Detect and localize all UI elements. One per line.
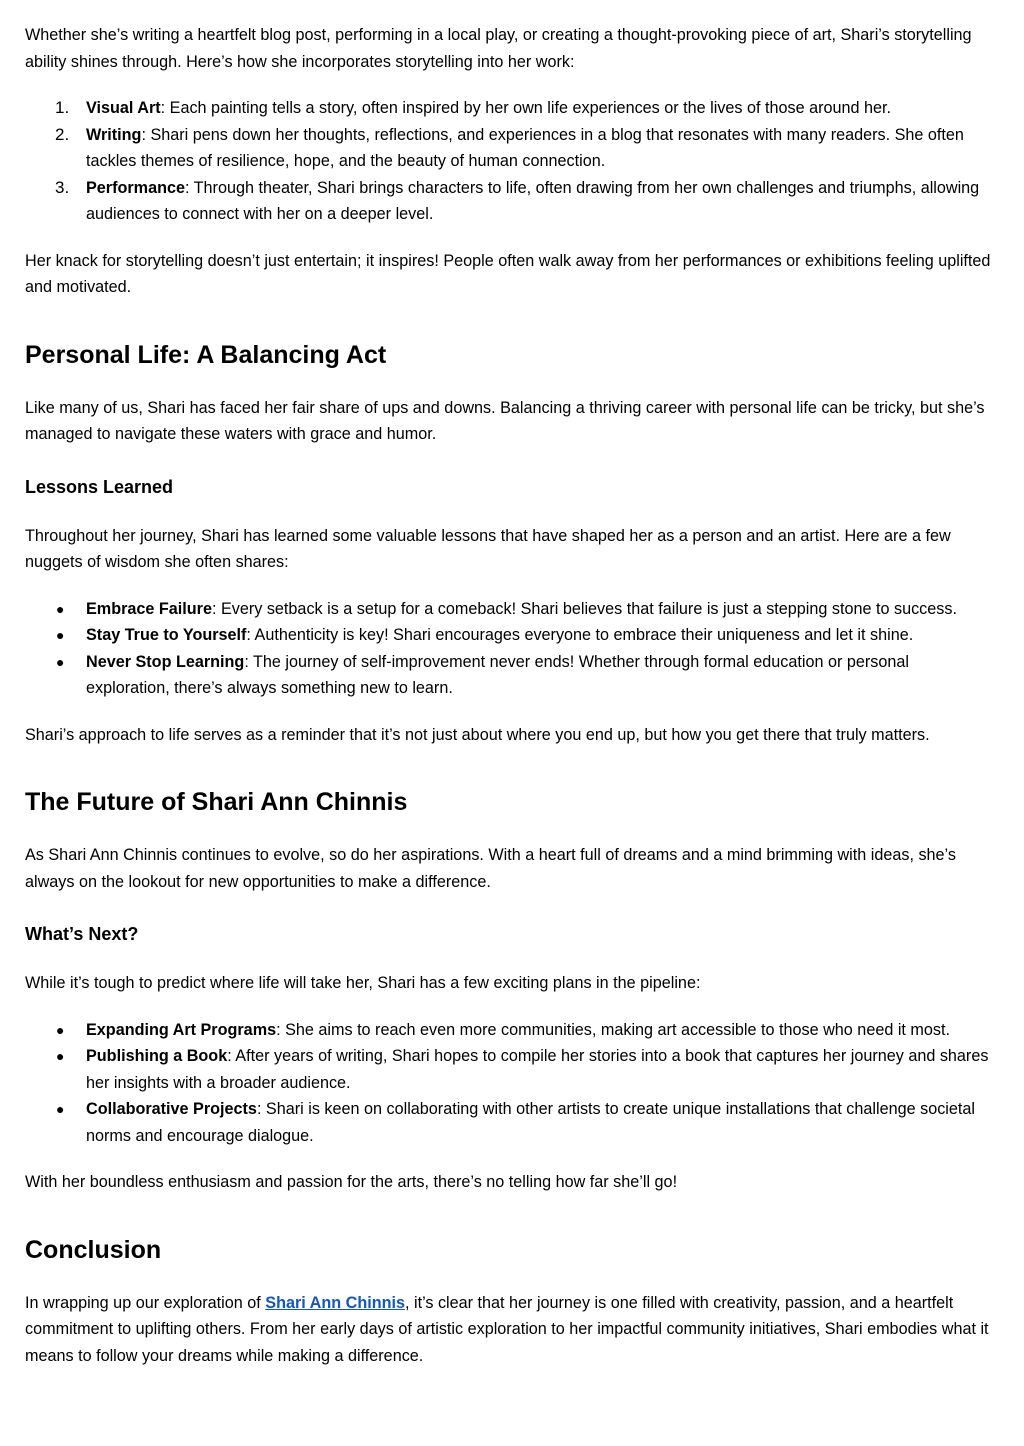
plans-intro: While it’s tough to predict where life will take her, Shari has a few exciting plans in the pipeline:	[25, 974, 701, 992]
list-item	[25, 622, 996, 649]
bullet-icon: ●	[56, 600, 65, 617]
list-item-term: Collaborative Projects	[86, 1100, 257, 1118]
list-item-text: : Through theater, Shari brings characters to life, often drawing from her own challenges and triumphs, allowing audiences to connect with her on a deeper level.	[86, 178, 980, 223]
list-item-term: Visual Art	[86, 99, 161, 117]
list-item-text: : She aims to reach even more communities, making art accessible to those who need it most.	[276, 1020, 950, 1039]
list-item-text: : Every setback is a setup for a comeback! Shari believes that failure is just a stepping stone to success.	[211, 599, 957, 618]
list-item-term: Publishing a Book	[86, 1047, 228, 1065]
list-item-text: : Each painting tells a story, often inspired by her own life experiences or the lives of those around her.	[160, 99, 892, 117]
list-item-term: Expanding Art Programs	[86, 1020, 277, 1039]
list-item	[25, 175, 996, 228]
list-item	[25, 95, 996, 122]
list-item-term: Writing	[86, 125, 142, 144]
subheading-whats-next: What’s Next?	[25, 924, 139, 944]
intro-paragraph: Whether she’s writing a heartfelt blog post, performing in a local play, or creating a thought-provoking piece of art, Shari’s storytelling ability shines through. Here’s how she incorporates storytelling into her work:	[25, 26, 972, 71]
plans-list	[25, 1017, 996, 1150]
future-outro: With her boundless enthusiasm and passion for the arts, there’s no telling how far she’ll go!	[25, 1173, 678, 1191]
section-heading-personal-life: Personal Life: A Balancing Act	[25, 340, 387, 369]
list-item-text: : Shari pens down her thoughts, reflections, and experiences in a blog that resonates with many readers. She often tackles themes of resilience, hope, and the beauty of human connection.	[86, 125, 964, 170]
personal-life-paragraph: Like many of us, Shari has faced her fair share of ups and downs. Balancing a thriving career with personal life can be tricky, but she’s managed to navigate these waters with grace and humor.	[25, 398, 985, 443]
lessons-list	[25, 596, 996, 702]
bullet-icon: ●	[56, 1021, 65, 1038]
list-number: 2.	[55, 124, 70, 144]
lessons-intro: Throughout her journey, Shari has learned some valuable lessons that have shaped her as a person and an artist. Here are a few nuggets of wisdom she often shares:	[25, 526, 951, 571]
storytelling-outro: Her knack for storytelling doesn’t just entertain; it inspires! People often walk away from her performances or exhibitions feeling uplifted and motivated.	[25, 251, 991, 296]
bullet-icon: ●	[56, 627, 65, 643]
list-item-term: Never Stop Learning	[86, 652, 245, 671]
list-number: 3.	[55, 177, 70, 197]
list-item-term: Performance	[86, 178, 185, 197]
list-item-text: : The journey of self-improvement never ends! Whether through formal education or personal exploration, there’s always something new to learn.	[86, 652, 909, 697]
conclusion-text-after-link: , it’s clear that her journey is one filled with creativity, passion, and a heartfelt commitment to uplifting others. From her early days of artistic exploration to her impactful community initiatives, Shari embodies what it means to follow your dreams while making a difference.	[25, 1293, 989, 1365]
subheading-lessons-learned: Lessons Learned	[25, 476, 174, 497]
list-item	[25, 1043, 996, 1096]
storytelling-list	[25, 95, 996, 228]
list-item-text: : Authenticity is key! Shari encourages everyone to embrace their uniqueness and let it shine.	[246, 626, 914, 644]
section-heading-future: The Future of Shari Ann Chinnis	[25, 788, 408, 816]
bullet-icon: ●	[56, 1101, 65, 1117]
list-item-term: Stay True to Yourself	[86, 626, 247, 644]
list-item-term: Embrace Failure	[86, 599, 212, 618]
conclusion-text-before-link: In wrapping up our exploration of	[25, 1293, 266, 1312]
future-paragraph: As Shari Ann Chinnis continues to evolve, so do her aspirations. With a heart full of dreams and a mind brimming with ideas, she’s always on the lookout for new opportunities to make a difference.	[25, 846, 956, 891]
bullet-icon: ●	[56, 1048, 65, 1064]
list-item	[25, 649, 996, 702]
personal-life-outro: Shari’s approach to life serves as a reminder that it’s not just about where you end up, but how you get there that truly matters.	[25, 725, 930, 744]
list-item	[25, 1096, 996, 1149]
section-heading-conclusion: Conclusion	[25, 1235, 162, 1264]
list-number: 1.	[55, 98, 70, 117]
list-item	[25, 1017, 996, 1044]
list-item	[25, 596, 996, 623]
bullet-icon: ●	[56, 653, 65, 670]
conclusion-paragraph	[25, 1290, 996, 1370]
shari-ann-chinnis-link[interactable]: Shari Ann Chinnis	[265, 1293, 405, 1312]
list-item-text: : Shari is keen on collaborating with other artists to create unique installations that challenge societal norms and encourage dialogue.	[86, 1100, 975, 1145]
list-item-text: : After years of writing, Shari hopes to compile her stories into a book that captures her journey and shares her insights with a broader audience.	[86, 1047, 989, 1092]
list-item	[25, 122, 996, 175]
